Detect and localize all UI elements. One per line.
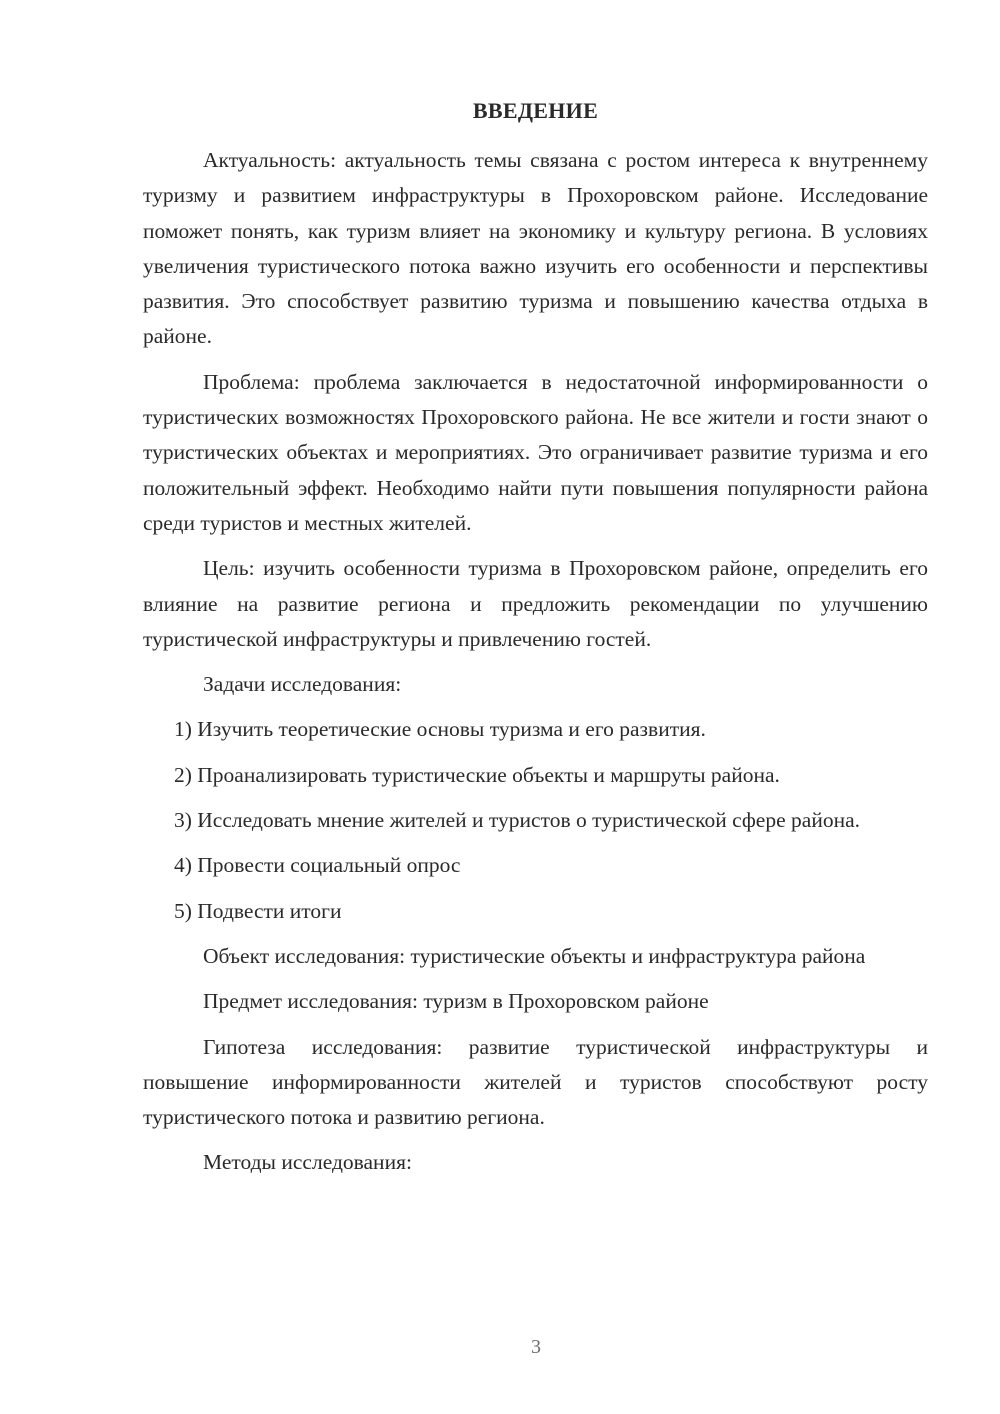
paragraph-methods: Методы исследования: — [203, 1150, 412, 1175]
paragraph-problem: Проблема: проблема заключается в недостаточной информированности о туристических возможностях Прохоровского района. Не все жители и гости знают о туристических объектах и мероприятиях. Это ограничивает развитие туризма и его положительный эффект. Необходимо найти пути повышения популярности района среди туристов и местных жителей. — [143, 369, 928, 535]
task-item-4: 4) Провести социальный опрос — [174, 853, 461, 878]
paragraph-relevance: Актуальность: актуальность темы связана с ростом интереса к внутреннему туризму и развитием инфраструктуры в Прохоровском районе. Исследование поможет понять, как туризм влияет на экономику и культуру региона. В условиях увеличения туристического потока важно изучить его особенности и перспективы развития. Это способствует развитию туризма и повышению качества отдыха в районе. — [143, 148, 928, 349]
paragraph-subject: Предмет исследования: туризм в Прохоровском районе — [203, 989, 709, 1014]
body-text — [143, 143, 928, 1191]
paragraph-hypothesis: Гипотеза исследования: развитие туристической инфраструктуры и повышение информированности жителей и туристов способствуют росту туристического потока и развитию региона. — [143, 1034, 928, 1130]
task-item-1: 1) Изучить теоретические основы туризма и его развития. — [174, 717, 706, 742]
paragraph-goal: Цель: изучить особенности туризма в Прохоровском районе, определить его влияние на развитие региона и предложить рекомендации по улучшению туристической инфраструктуры и привлечению гостей. — [143, 556, 928, 651]
task-item-2: 2) Проанализировать туристические объекты и маршруты района. — [174, 762, 780, 787]
task-item-5: 5) Подвести итоги — [174, 898, 342, 923]
paragraph-tasks-heading: Задачи исследования: — [203, 672, 402, 697]
page-number: 3 — [531, 1336, 541, 1358]
page-title: ВВЕДЕНИЕ — [472, 98, 599, 123]
task-item-3: 3) Исследовать мнение жителей и туристов о туристической сфере района. — [174, 808, 860, 833]
paragraph-object: Объект исследования: туристические объекты и инфраструктура района — [203, 943, 866, 968]
